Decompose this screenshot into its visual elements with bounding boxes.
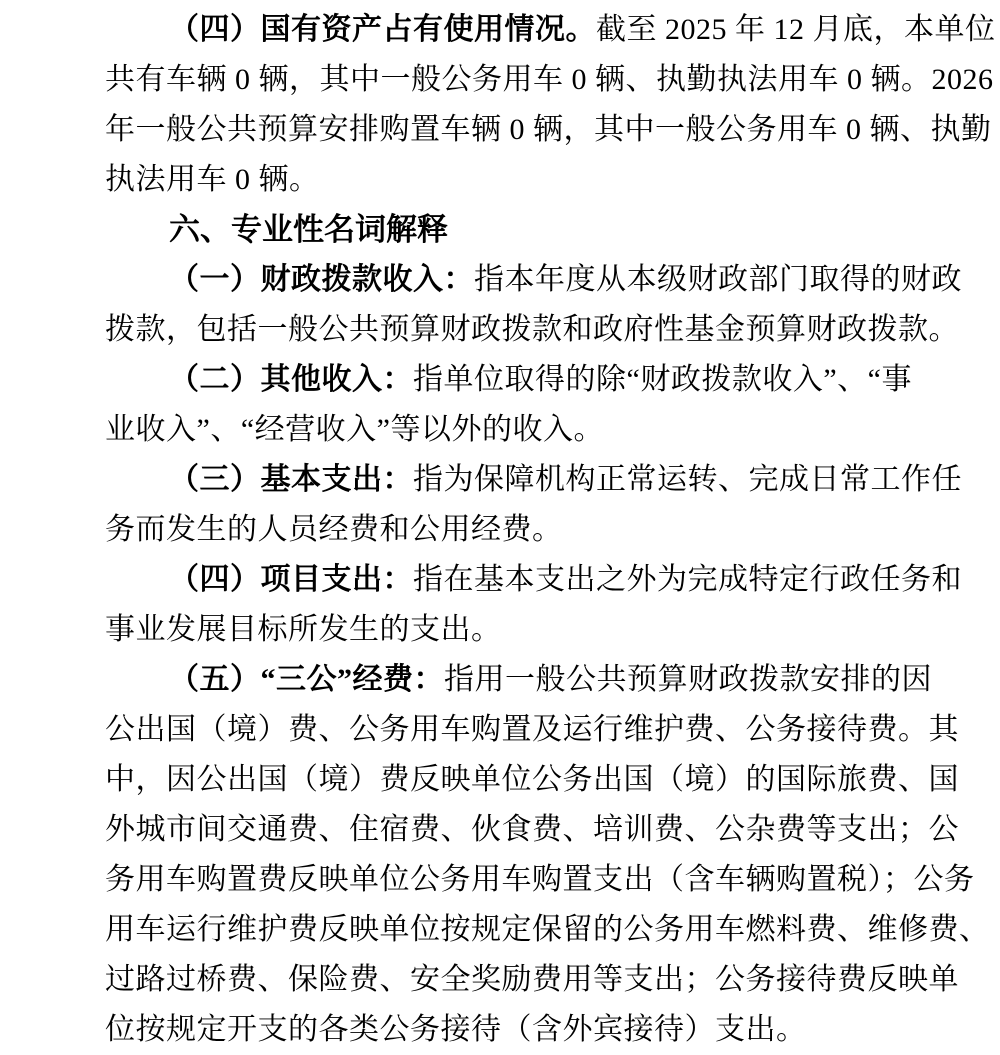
text-line xyxy=(105,55,994,105)
text-line xyxy=(105,155,895,205)
para-term-three-public-funds xyxy=(105,655,990,1055)
text-line xyxy=(105,355,912,405)
text-line xyxy=(105,505,895,555)
text-line xyxy=(105,655,932,705)
text-line xyxy=(105,305,959,355)
section-heading-terminology xyxy=(105,205,895,255)
emphasis-text: （四）项目支出： xyxy=(169,563,413,596)
text-line xyxy=(105,205,895,255)
text-line xyxy=(105,405,895,455)
emphasis-text: （三）基本支出： xyxy=(169,463,413,496)
emphasis-text: （二）其他收入： xyxy=(169,363,413,396)
body-text: 事业发展目标所发生的支出。 xyxy=(105,613,502,646)
body-text: 指在基本支出之外为完成特定行政任务和 xyxy=(413,563,962,596)
body-text: 务用车购置费反映单位公务用车购置支出（含车辆购置税）；公务 xyxy=(105,863,975,896)
body-text: 中，因公出国（境）费反映单位公务出国（境）的国际旅费、国 xyxy=(105,763,959,796)
body-text: 公出国（境）费、公务用车购置及运行维护费、公务接待费。其 xyxy=(105,713,959,746)
text-line xyxy=(105,255,962,305)
body-text: 位按规定开支的各类公务接待（含外宾接待）支出。 xyxy=(105,1013,807,1046)
emphasis-text: （四）国有资产占有使用情况。 xyxy=(169,13,596,46)
body-text: 外城市间交通费、住宿费、伙食费、培训费、公杂费等支出；公 xyxy=(105,813,959,846)
text-line xyxy=(105,955,959,1005)
text-line xyxy=(105,455,962,505)
text-line xyxy=(105,905,990,955)
text-line xyxy=(105,555,962,605)
body-text: 拨款，包括一般公共预算财政拨款和政府性基金预算财政拨款。 xyxy=(105,313,959,346)
body-text: 共有车辆 0 辆，其中一般公务用车 0 辆、执勤执法用车 0 辆。2026 xyxy=(105,63,994,96)
body-text: 执法用车 0 辆。 xyxy=(105,163,320,196)
body-text: 指单位取得的除“财政拨款收入”、“事 xyxy=(413,363,912,396)
emphasis-text: （一）财政拨款收入： xyxy=(169,263,474,296)
emphasis-text: （五）“三公”经费： xyxy=(169,663,444,696)
para-term-other-income xyxy=(105,355,912,455)
para-state-assets-vehicles xyxy=(105,5,996,205)
body-text: 务而发生的人员经费和公用经费。 xyxy=(105,513,563,546)
body-text: 指本年度从本级财政部门取得的财政 xyxy=(474,263,962,296)
text-line xyxy=(105,755,959,805)
para-term-project-expenditure xyxy=(105,555,962,655)
text-line xyxy=(105,855,975,905)
text-line xyxy=(105,605,895,655)
text-line xyxy=(105,705,959,755)
body-text: 指用一般公共预算财政拨款安排的因 xyxy=(444,663,932,696)
text-line xyxy=(105,5,996,55)
text-line xyxy=(105,805,959,855)
para-term-basic-expenditure xyxy=(105,455,962,555)
text-line xyxy=(105,105,992,155)
body-text: 截至 2025 年 12 月底，本单位 xyxy=(596,13,996,46)
body-text: 年一般公共预算安排购置车辆 0 辆，其中一般公务用车 0 辆、执勤 xyxy=(105,113,992,146)
body-text: 指为保障机构正常运转、完成日常工作任 xyxy=(413,463,962,496)
body-text: 过路过桥费、保险费、安全奖励费用等支出；公务接待费反映单 xyxy=(105,963,959,996)
body-text: 用车运行维护费反映单位按规定保留的公务用车燃料费、维修费、 xyxy=(105,913,990,946)
text-line xyxy=(105,1005,895,1055)
body-text: 业收入”、“经营收入”等以外的收入。 xyxy=(105,413,604,446)
emphasis-text: 六、专业性名词解释 xyxy=(169,212,448,247)
para-term-fiscal-appropriation-income xyxy=(105,255,962,355)
